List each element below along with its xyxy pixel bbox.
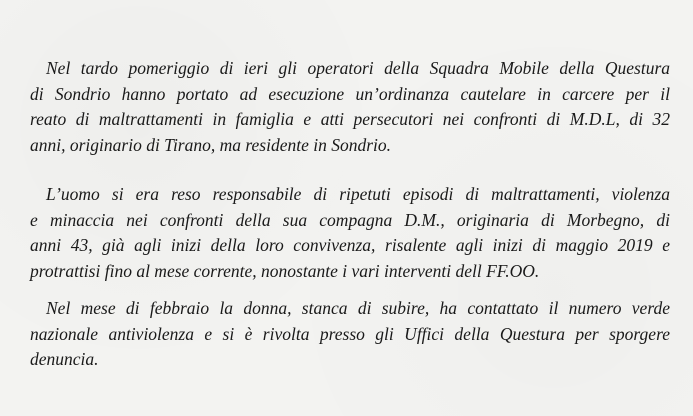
- text-line: anni, originario di Tirano, ma residente in Sondrio.: [30, 134, 392, 155]
- text-line: Nel mese di febbraio la donna, stanca di subire, ha contattato il numero verde: [46, 298, 670, 318]
- text-line: anni 43, già agli inizi della loro convivenza, risalente agli inizi di maggio 2019 e: [30, 235, 670, 255]
- paragraph-abuse-details: [30, 182, 670, 284]
- text-line: reato di maltrattamenti in famiglia e atti persecutori nei confronti di M.D.L, di 32: [30, 109, 670, 129]
- text-line: di Sondrio hanno portato ad esecuzione un’ordinanza cautelare in carcere per il: [30, 83, 670, 104]
- paragraph-arrest: [30, 56, 670, 158]
- text-line: nazionale antiviolenza e si è rivolta presso gli Uffici della Questura per sporgere: [30, 323, 670, 344]
- text-line: protrattisi fino al mese corrente, nonostante i vari interventi dell FF.OO.: [30, 260, 540, 281]
- text-line: e minaccia nei confronti della sua compagna D.M., originaria di Morbegno, di: [30, 209, 670, 230]
- text-line: L’uomo si era reso responsabile di ripetuti episodi di maltrattamenti, violenza: [46, 184, 670, 204]
- text-line: denuncia.: [30, 349, 99, 369]
- text-line: Nel tardo pomeriggio di ieri gli operatori della Squadra Mobile della Questura: [46, 58, 670, 78]
- paragraph-complaint: [30, 296, 670, 373]
